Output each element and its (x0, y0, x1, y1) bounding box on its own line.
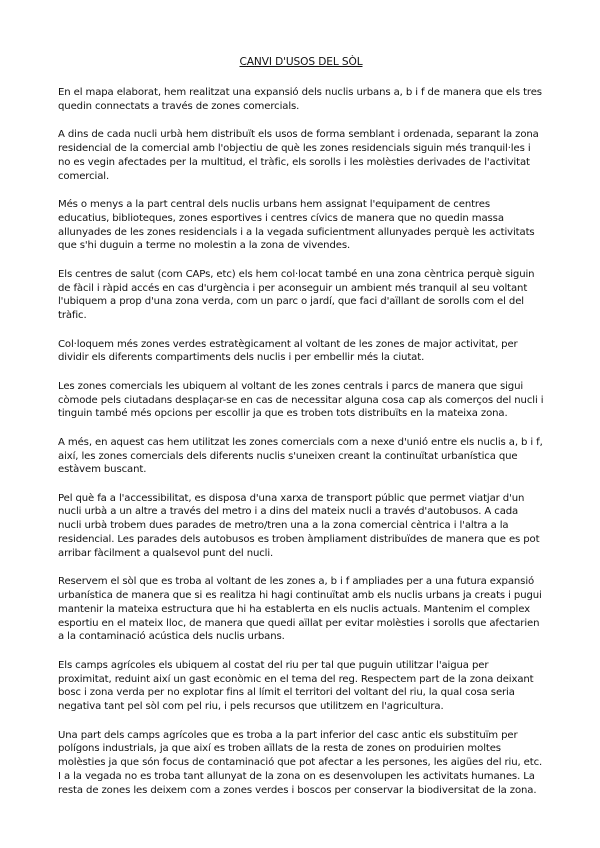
paragraph-10: Els camps agrícoles els ubiquem al costat del riu per tal que puguin utilitzar l'aigua per proximitat, reduint així un gast econòmic en el tema del reg. Respectem part de la zona deixant bosc i zona verda per no explotar fins al límit el territori del voltant del riu, la qual cosa seria negativa tant pel sòl com pel riu, i pels recursos que utilitzem en l'agricultura. (58, 659, 534, 713)
paragraph-6: Les zones comercials les ubiquem al voltant de les zones centrals i parcs de manera que sigui còmode pels ciutadans desplaçar-se en cas de necessitar alguna cosa cap als comerços del nucli i tinguin també més opcions per escollir ja que es troben tots distribuïts en la mateixa zona. (58, 380, 544, 420)
document-title: CANVI D'USOS DEL SÒL (239, 56, 363, 68)
paragraph-2: A dins de cada nucli urbà hem distribuït els usos de forma semblant i ordenada, separant la zona residencial de la comercial amb l'objectiu de què les zones residencials siguin més tranquil·les i no es vegin afectades per la multitud, el tràfic, els sorolls i les molèsties derivades de l'activitat comercial. (58, 129, 539, 182)
paragraph-7: A més, en aquest cas hem utilitzat les zones comercials com a nexe d'unió entre els nuclis a, b i f, així, les zones comercials dels diferents nuclis s'uneixen creant la continuïtat urbanística que estàvem buscant. (58, 436, 543, 476)
paragraph-5: Col·loquem més zones verdes estratègicament al voltant de les zones de major activitat, per dividir els diferents compartiments dels nuclis i per embellir més la ciutat. (58, 338, 518, 364)
paragraph-9: Reservem el sòl que es troba al voltant de les zones a, b i f ampliades per a una futura expansió urbanística de manera que si es realitza hi hagi continuïtat amb els nuclis urbans ja creats i pugui mantenir la mateixa estructura que hi ha establerta en els nuclis actuals. Mantenim el complex esportiu en el mateix lloc, de manera que quedi aïllat per evitar molèsties i sorolls que afectarien a la contaminació acústica dels nuclis urbans. (58, 576, 542, 643)
paragraph-1: En el mapa elaborat, hem realitzat una expansió dels nuclis urbans a, b i f de manera que els tres quedin connectats a través de zones comercials. (58, 87, 542, 112)
document-body (58, 86, 544, 812)
paragraph-3: Més o menys a la part central dels nuclis urbans hem assignat l'equipament de centres educatius, biblioteques, zones esportives i centres cívics de manera que no quedin massa allunyades de les zones residencials i a la vegada suficientment allunyades perquè les activitats que s'hi duguin a terme no molestin a la zona de vivendes. (58, 198, 535, 252)
paragraph-4: Els centres de salut (com CAPs, etc) els hem col·locat també en una zona cèntrica perquè siguin de fàcil i ràpid accés en cas d'urgència i per aconseguir un ambient més tranquil al seu voltant l'ubiquem a prop d'una zona verda, com un parc o jardí, que faci d'aïllant de sorolls com el del tràfic. (58, 268, 535, 322)
paragraph-11: Una part dels camps agrícoles que es troba a la part inferior del casc antic els substituïm per polígons industrials, ja que així es troben aïllats de la resta de zones on produirien moltes molèsties ja que són focus de contaminació que pot afectar a les persones, les aigües del riu, etc. I a la vegada no es troba tant allunyat de la zona on es desenvolupen les activitats humanes. La resta de zones les deixem com a zones verdes i boscos per conservar la biodiversitat de la zona. (58, 729, 543, 796)
paragraph-8: Pel què fa a l'accessibilitat, es disposa d'una xarxa de transport públic que permet viatjar d'un nucli urbà a un altre a través del metro i a dins del mateix nucli a través d'autobusos. A cada nucli urbà trobem dues parades de metro/tren una a la zona comercial cèntrica i l'altra a la residencial. Les parades dels autobusos es troben àmpliament distribuïdes de manera que es pot arribar fàcilment a qualsevol punt del nucli. (58, 492, 540, 559)
